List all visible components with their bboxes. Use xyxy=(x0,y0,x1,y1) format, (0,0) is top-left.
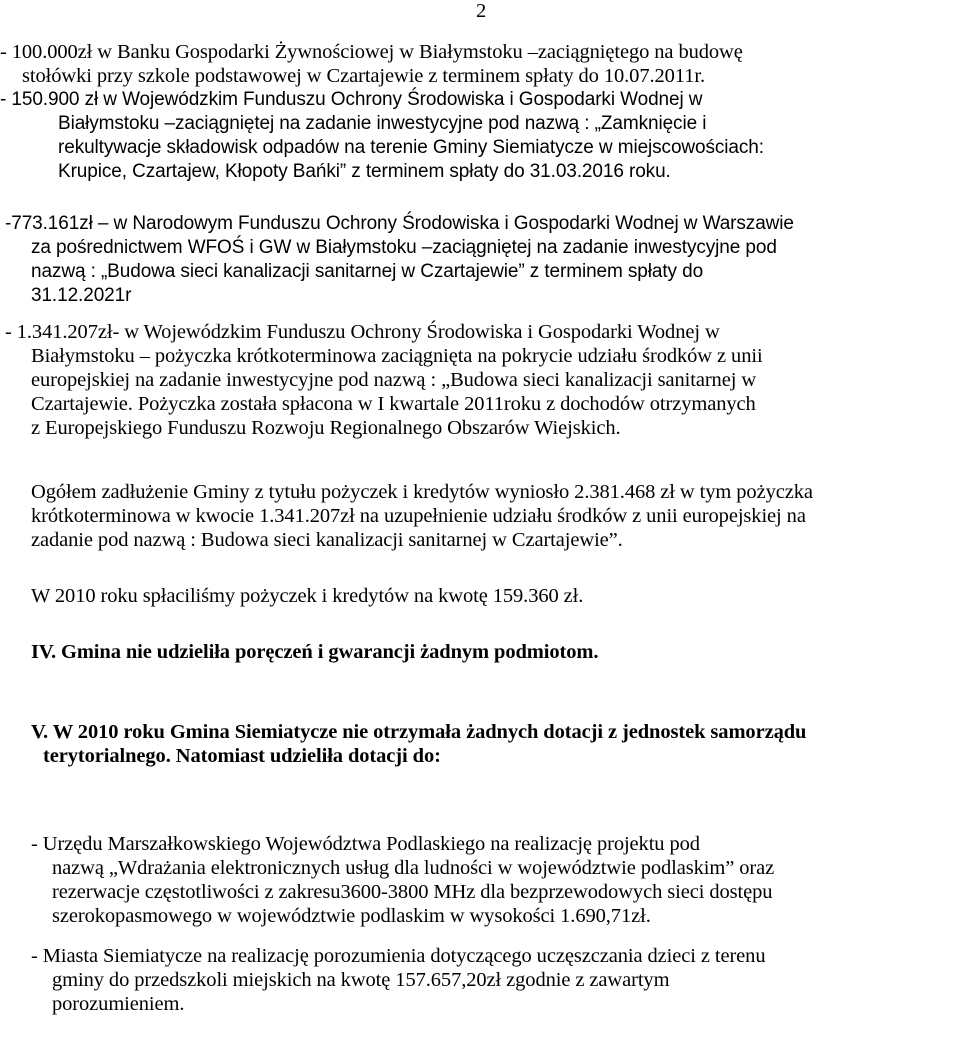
text-line: rezerwacje częstotliwości z zakresu3600-3800 MHz dla bezprzewodowych sieci dostępu xyxy=(52,881,773,903)
text-line: Krupice, Czartajew, Kłopoty Bańki” z terminem spłaty do 31.03.2016 roku. xyxy=(58,161,671,182)
section-iv-heading: IV. Gmina nie udzieliła poręczeń i gwarancji żadnym podmiotom. xyxy=(31,641,599,663)
text-line: 31.12.2021r xyxy=(31,285,132,306)
text-line: z Europejskiego Funduszu Rozwoju Regionalnego Obszarów Wiejskich. xyxy=(31,417,621,439)
text-line: stołówki przy szkole podstawowej w Czartajewie z terminem spłaty do 10.07.2011r. xyxy=(22,65,705,87)
text-line: nazwą : „Budowa sieci kanalizacji sanitarnej w Czartajewie” z terminem spłaty do xyxy=(31,261,704,282)
text-line: Białymstoku – pożyczka krótkoterminowa zaciągnięta na pokrycie udziału środków z unii xyxy=(31,345,763,367)
repayment-line: W 2010 roku spłaciliśmy pożyczek i kredytów na kwotę 159.360 zł. xyxy=(31,585,584,607)
text-line: krótkoterminowa w kwocie 1.341.207zł na uzupełnienie udziału środków z unii europejskiej na xyxy=(31,505,806,527)
text-line: Ogółem zadłużenie Gminy z tytułu pożyczek i kredytów wyniosło 2.381.468 zł w tym pożyczka xyxy=(31,481,813,503)
text-line: zadanie pod nazwą : Budowa sieci kanalizacji sanitarnej w Czartajewie”. xyxy=(31,529,623,551)
text-line: - Urzędu Marszałkowskiego Województwa Podlaskiego na realizację projektu pod xyxy=(31,833,700,855)
text-line: - 1.341.207zł- w Wojewódzkim Funduszu Ochrony Środowiska i Gospodarki Wodnej w xyxy=(5,321,720,343)
text-line: za pośrednictwem WFOŚ i GW w Białymstoku –zaciągniętej na zadanie inwestycyjne pod xyxy=(31,237,777,258)
text-line: porozumieniem. xyxy=(52,993,185,1015)
text-line: V. W 2010 roku Gmina Siemiatycze nie otrzymała żadnych dotacji z jednostek samorządu xyxy=(31,721,807,743)
text-line: gminy do przedszkoli miejskich na kwotę 157.657,20zł zgodnie z zawartym xyxy=(52,969,670,991)
text-line: nazwą „Wdrażania elektronicznych usług dla ludności w województwie podlaskim” oraz xyxy=(52,857,775,879)
text-line: rekultywacje składowisk odpadów na terenie Gminy Siemiatycze w miejscowościach: xyxy=(58,137,764,158)
text-line: - Miasta Siemiatycze na realizację porozumienia dotyczącego uczęszczania dzieci z terenu xyxy=(31,945,766,967)
text-line: Czartajewie. Pożyczka została spłacona w I kwartale 2011roku z dochodów otrzymanych xyxy=(31,393,756,415)
text-line: - 100.000zł w Banku Gospodarki Żywnościowej w Białymstoku –zaciągniętego na budowę xyxy=(0,41,743,63)
text-line: - 150.900 zł w Wojewódzkim Funduszu Ochrony Środowiska i Gospodarki Wodnej w xyxy=(0,89,703,110)
page-number: 2 xyxy=(476,0,487,22)
text-line: terytorialnego. Natomiast udzieliła dotacji do: xyxy=(43,745,441,767)
text-line: szerokopasmowego w województwie podlaskim w wysokości 1.690,71zł. xyxy=(52,905,651,927)
text-line: europejskiej na zadanie inwestycyjne pod nazwą : „Budowa sieci kanalizacji sanitarnej w xyxy=(31,369,757,391)
text-line: Białymstoku –zaciągniętej na zadanie inwestycyjne pod nazwą : „Zamknięcie i xyxy=(58,113,707,134)
text-line: -773.161zł – w Narodowym Funduszu Ochrony Środowiska i Gospodarki Wodnej w Warszawie xyxy=(5,213,794,234)
